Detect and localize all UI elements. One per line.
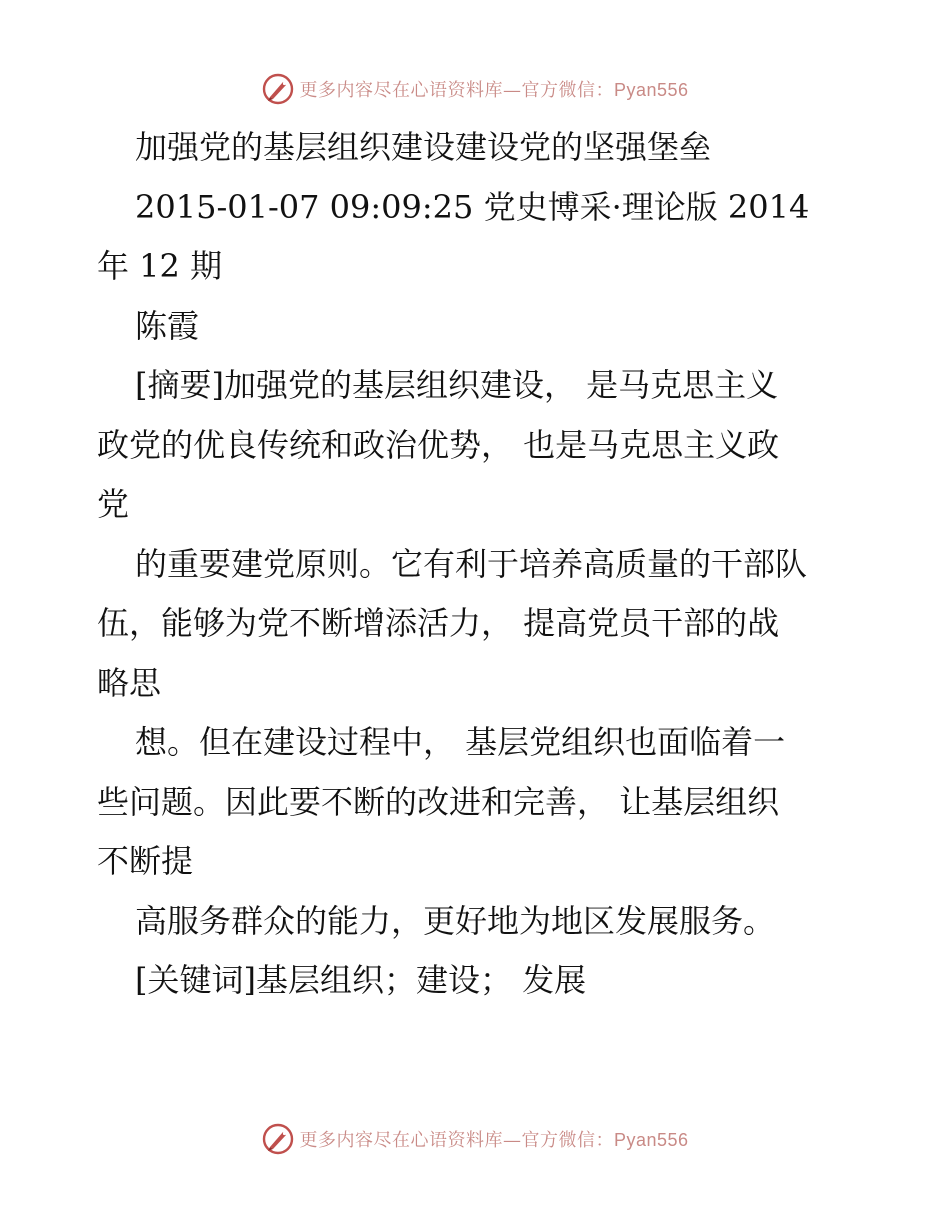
- abstract-line: 想。但在建设过程中， 基层党组织也面临着一: [135, 723, 786, 761]
- doc-author: 陈霞: [135, 306, 200, 345]
- keywords-line: [关键词]基层组织；建设； 发展: [135, 961, 587, 999]
- footer-banner-text: [299, 1126, 688, 1152]
- abstract-line: 的重要建党原则。它有利于培养高质量的干部队: [135, 544, 808, 583]
- doc-meta-line: 2015-01-07 09:09:25 党史博采·理论版 2014: [135, 187, 810, 226]
- banner-label: 更多内容尽在心语资料库—官方微信：: [299, 80, 614, 101]
- doc-title: 加强党的基层组织建设建设党的坚强堡垒: [135, 128, 712, 166]
- abstract-line: [摘要]加强党的基层组织建设， 是马克思主义: [135, 366, 779, 404]
- abstract-line: 些问题。因此要不断的改进和完善， 让基层组织: [97, 782, 780, 821]
- abstract-line: 伍，能够为党不断增添活力， 提高党员干部的战: [97, 604, 780, 642]
- footer-banner[interactable]: [0, 1122, 950, 1156]
- header-banner-text: [299, 76, 688, 102]
- abstract-line: 不断提: [97, 842, 194, 880]
- document-body: [97, 118, 857, 1011]
- header-banner[interactable]: [0, 72, 950, 106]
- banner-wechat-id: Pyan556: [613, 80, 689, 100]
- abstract-line: 略思: [97, 663, 162, 702]
- doc-meta-line-cont: 年 12 期: [97, 247, 223, 285]
- abstract-line: 政党的优良传统和政治优势， 也是马克思主义政: [97, 425, 780, 464]
- pen-logo-icon: [261, 1122, 295, 1156]
- pen-logo-icon: [261, 72, 295, 106]
- banner-label: 更多内容尽在心语资料库—官方微信：: [299, 1130, 614, 1151]
- abstract-line: 党: [97, 485, 130, 523]
- abstract-line: 高服务群众的能力，更好地为地区发展服务。: [135, 901, 776, 940]
- banner-wechat-id: Pyan556: [613, 1130, 689, 1150]
